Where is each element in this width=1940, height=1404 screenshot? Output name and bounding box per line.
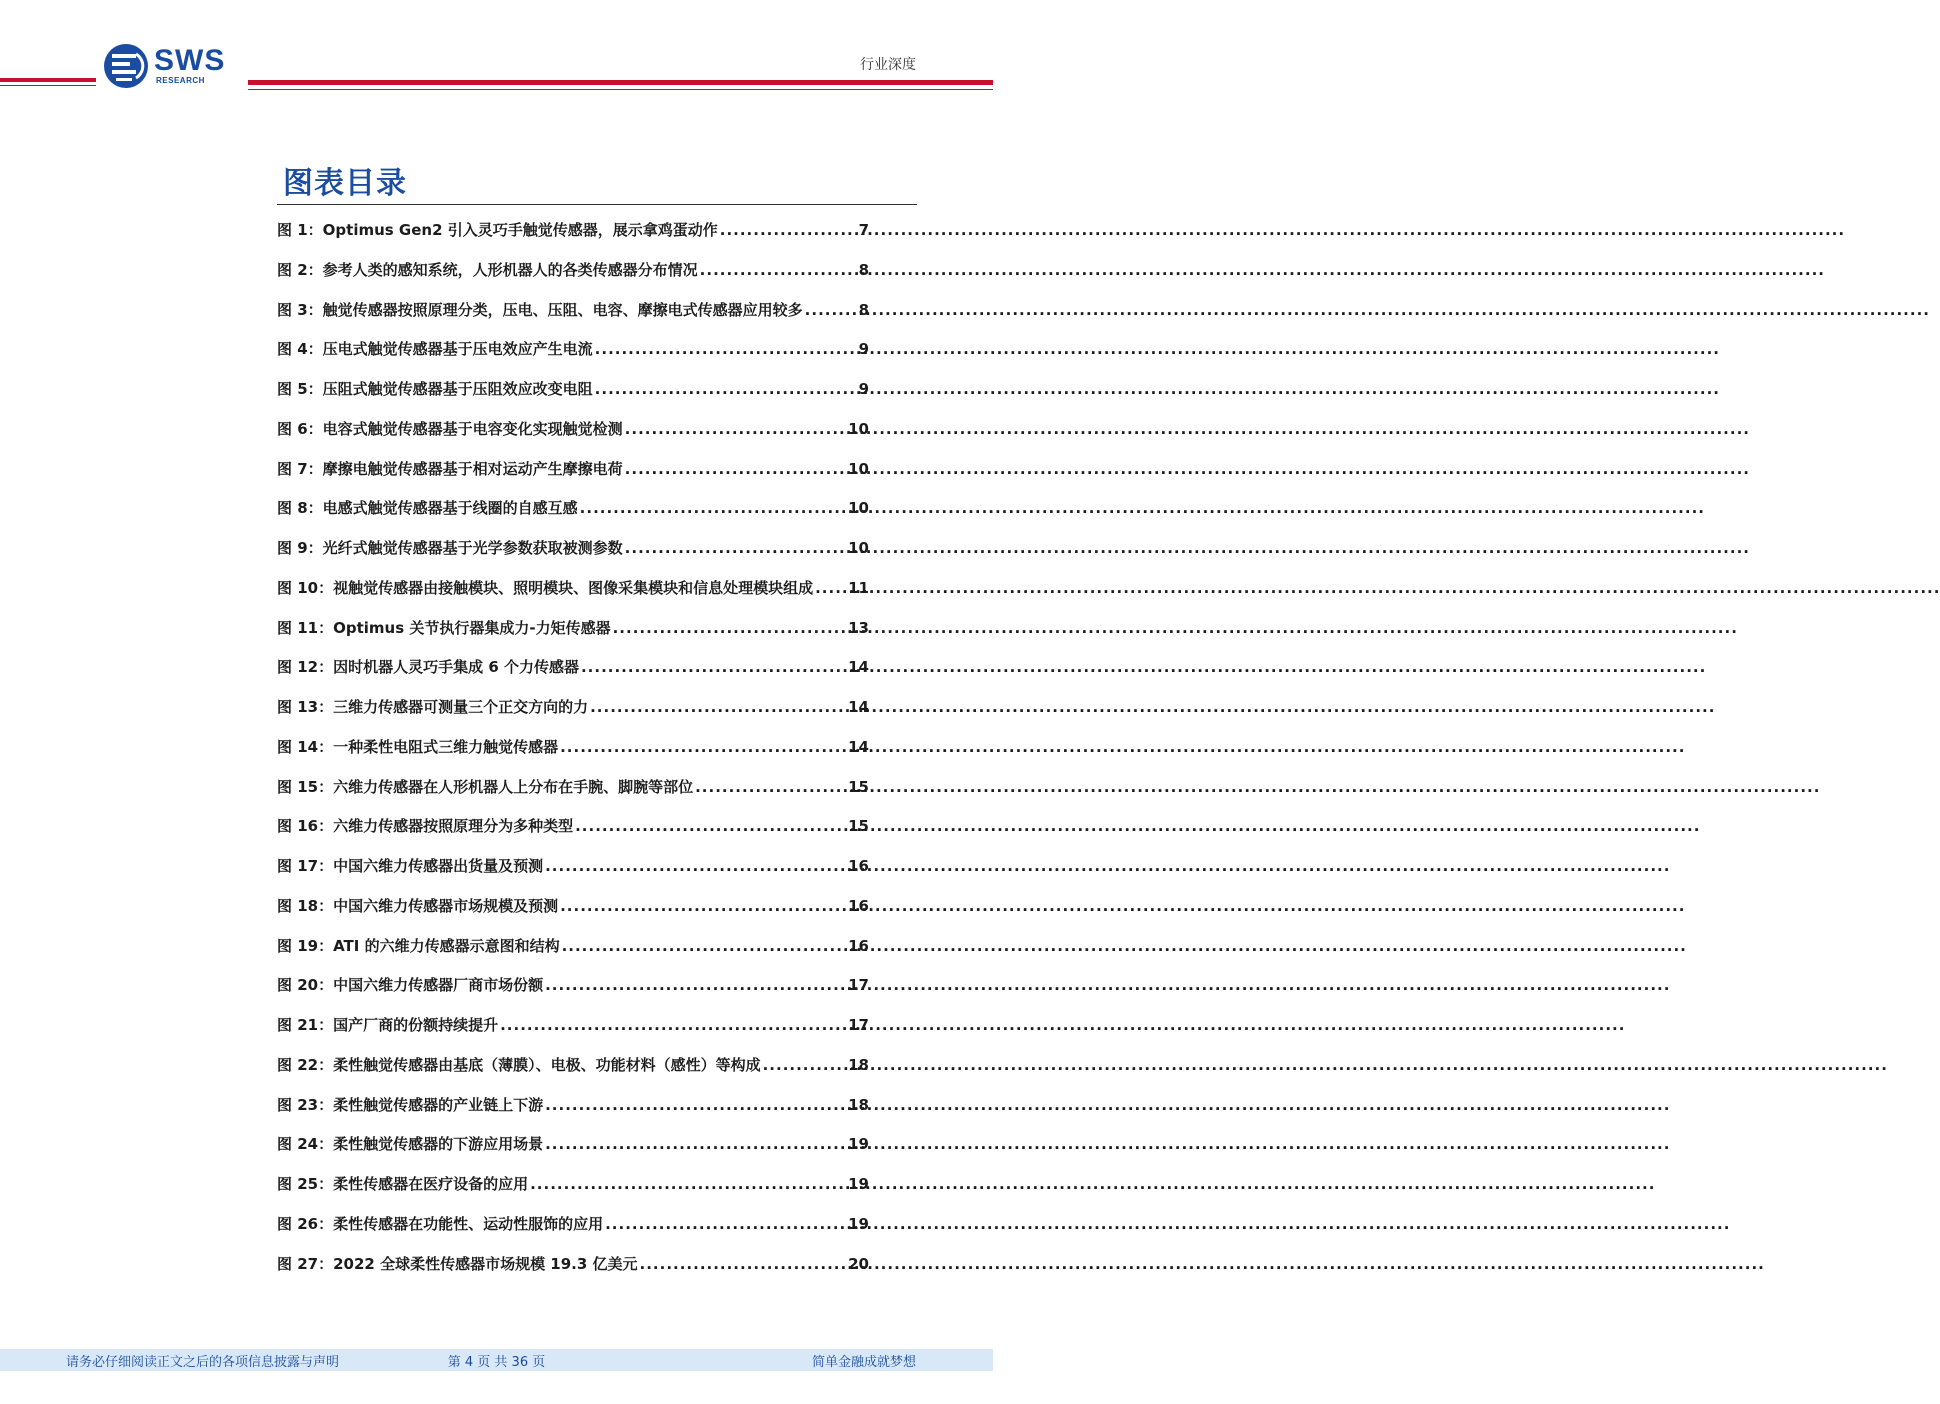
- toc-entry-page: 14: [848, 737, 869, 756]
- toc-entry[interactable]: [277, 1133, 869, 1173]
- toc-entry-page: 13: [848, 618, 869, 637]
- toc-entry-page: 8: [858, 260, 869, 279]
- toc-entry[interactable]: [277, 338, 869, 378]
- logo-text: SWS: [154, 44, 226, 77]
- toc-entry-page: 15: [848, 817, 869, 836]
- toc-entry-label: 图 2：参考人类的感知系统，人形机器人的各类传感器分布情况: [277, 260, 698, 279]
- toc-entry-page: 9: [858, 340, 869, 359]
- toc-entry-label: 图 25：柔性传感器在医疗设备的应用: [277, 1175, 529, 1193]
- toc-dot-leader: [580, 499, 846, 517]
- toc-entry[interactable]: [277, 1054, 869, 1094]
- footer-slogan: 简单金融成就梦想: [811, 1355, 916, 1370]
- toc-entry[interactable]: [277, 736, 869, 776]
- toc-entry[interactable]: [277, 1014, 869, 1054]
- toc-entry[interactable]: [277, 537, 869, 577]
- toc-entry-label: 图 26：柔性传感器在功能性、运动性服饰的应用: [277, 1214, 604, 1233]
- toc-entry[interactable]: [277, 378, 869, 418]
- toc-entry-label: 图 3：触觉传感器按照原理分类，压电、压阻、电容、摩擦电式传感器应用较多: [277, 300, 803, 319]
- toc-entry-page: 10: [848, 419, 869, 438]
- toc-entry-page: 16: [848, 857, 869, 875]
- toc-dot-leader: [613, 619, 847, 637]
- toc-entry[interactable]: [277, 815, 869, 855]
- toc-dot-leader: [625, 420, 846, 438]
- toc-dot-leader: [560, 738, 846, 756]
- toc-entry-label: 图 13：三维力传感器可测量三个正交方向的力: [277, 698, 589, 716]
- toc-entry-label: 图 23：柔性触觉传感器的产业链上下游: [277, 1095, 544, 1114]
- toc-entry[interactable]: [277, 1213, 869, 1253]
- toc-entry[interactable]: [277, 776, 869, 816]
- toc-entry[interactable]: [277, 1253, 869, 1293]
- toc-entry-page: 14: [848, 698, 869, 716]
- toc-entry-label: 图 14：一种柔性电阻式三维力触觉传感器: [277, 737, 559, 756]
- sws-logo: [102, 42, 242, 90]
- toc-entry-page: 9: [858, 380, 869, 398]
- toc-entry[interactable]: [277, 259, 869, 299]
- title-divider: [277, 204, 917, 205]
- toc-dot-leader: [562, 937, 847, 955]
- toc-entry-label: 图 27：2022 全球柔性传感器市场规模 19.3 亿美元: [277, 1254, 638, 1273]
- toc-entry[interactable]: [277, 418, 869, 458]
- toc-dot-leader: [763, 1056, 847, 1074]
- toc-entry-label: 图 24：柔性触觉传感器的下游应用场景: [277, 1135, 544, 1154]
- toc-entry[interactable]: [277, 696, 869, 736]
- toc-entry-label: 图 9：光纤式触觉传感器基于光学参数获取被测参数: [277, 539, 623, 557]
- toc-entry-label: 图 16：六维力传感器按照原理分为多种类型: [277, 817, 574, 836]
- toc-entry-page: 19: [848, 1135, 869, 1154]
- toc-dot-leader: [545, 1096, 846, 1114]
- toc-entry-page: 10: [848, 459, 869, 478]
- toc-entry-label: 图 12：因时机器人灵巧手集成 6 个力传感器: [277, 658, 579, 677]
- toc-entry-page: 8: [858, 300, 869, 319]
- footer-page-info: 第 4 页 共 36 页: [447, 1355, 546, 1370]
- toc-dot-leader: [581, 658, 846, 676]
- toc-entry-label: 图 4：压电式触觉传感器基于压电效应产生电流: [277, 340, 593, 359]
- toc-entry[interactable]: [277, 219, 869, 259]
- toc-entry-label: 图 5：压阻式触觉传感器基于压阻效应改变电阻: [277, 380, 593, 398]
- logo-subtext: RESEARCH: [156, 76, 205, 85]
- toc-entry[interactable]: [277, 895, 869, 935]
- toc-dot-leader: [625, 460, 846, 478]
- toc-entry-page: 11: [848, 578, 869, 597]
- toc-dot-leader: [545, 976, 846, 994]
- toc-dot-leader: [640, 1255, 847, 1273]
- toc-entry-page: 19: [848, 1175, 869, 1193]
- header-rule-left-thin: [0, 85, 96, 86]
- toc-entry-page: 18: [848, 1055, 869, 1074]
- toc-entry[interactable]: [277, 935, 869, 975]
- figure-toc-list: [277, 219, 869, 1292]
- toc-entry-label: 图 20：中国六维力传感器厂商市场份额: [277, 976, 544, 995]
- toc-entry-label: 图 7：摩擦电触觉传感器基于相对运动产生摩擦电荷: [277, 459, 623, 478]
- toc-entry-page: 19: [848, 1214, 869, 1233]
- header-rule-right: [248, 80, 993, 85]
- toc-entry[interactable]: [277, 656, 869, 696]
- toc-dot-leader: [605, 1215, 846, 1233]
- toc-entry-page: 16: [848, 896, 869, 915]
- toc-entry[interactable]: [277, 458, 869, 498]
- toc-entry[interactable]: [277, 1173, 869, 1213]
- toc-dot-leader: [695, 778, 846, 796]
- toc-dot-leader: [560, 897, 846, 915]
- toc-dot-leader: [700, 261, 857, 279]
- toc-entry-label: 图 18：中国六维力传感器市场规模及预测: [277, 896, 559, 915]
- toc-entry-label: 图 17：中国六维力传感器出货量及预测: [277, 857, 544, 875]
- toc-entry-page: 10: [848, 499, 869, 518]
- toc-entry-page: 14: [848, 658, 869, 677]
- toc-dot-leader: [575, 817, 846, 835]
- toc-entry[interactable]: [277, 497, 869, 537]
- toc-entry-page: 20: [848, 1254, 869, 1273]
- toc-entry-page: 7: [858, 221, 869, 239]
- toc-dot-leader: [805, 301, 857, 319]
- toc-entry-page: 17: [848, 976, 869, 995]
- toc-dot-leader: [590, 698, 846, 716]
- toc-entry-page: 16: [848, 936, 869, 955]
- toc-entry[interactable]: [277, 974, 869, 1014]
- toc-dot-leader: [530, 1175, 846, 1193]
- toc-entry[interactable]: [277, 299, 869, 339]
- report-type-label: 行业深度: [860, 57, 916, 73]
- toc-entry-label: 图 1：Optimus Gen2 引入灵巧手触觉传感器，展示拿鸡蛋动作: [277, 221, 718, 239]
- toc-dot-leader: [625, 539, 846, 557]
- toc-dot-leader: [720, 221, 857, 239]
- toc-dot-leader: [815, 579, 846, 597]
- toc-entry-label: 图 19：ATI 的六维力传感器示意图和结构: [277, 936, 560, 955]
- toc-entry[interactable]: [277, 577, 869, 617]
- toc-entry-page: 17: [848, 1016, 869, 1034]
- toc-entry-label: 图 15：六维力传感器在人形机器人上分布在手腕、脚腕等部位: [277, 777, 694, 796]
- toc-dot-leader: [500, 1016, 846, 1034]
- sws-logo-icon: [102, 42, 150, 90]
- toc-entry-page: 10: [848, 539, 869, 557]
- toc-entry[interactable]: [277, 855, 869, 895]
- toc-entry-label: 图 11：Optimus 关节执行器集成力-力矩传感器: [277, 618, 611, 637]
- header-rule-right-thin: [248, 89, 993, 90]
- toc-entry-label: 图 22：柔性触觉传感器由基底（薄膜）、电极、功能材料（感性）等构成: [277, 1055, 761, 1074]
- toc-entry-label: 图 6：电容式触觉传感器基于电容变化实现触觉检测: [277, 419, 623, 438]
- page-title: 图表目录: [283, 166, 407, 201]
- toc-entry-label: 图 10：视触觉传感器由接触模块、照明模块、图像采集模块和信息处理模块组成: [277, 578, 814, 597]
- toc-entry[interactable]: [277, 1094, 869, 1134]
- toc-dot-leader: [545, 857, 846, 875]
- footer-disclaimer: 请务必仔细阅读正文之后的各项信息披露与声明: [66, 1355, 340, 1370]
- toc-entry-page: 18: [848, 1095, 869, 1114]
- toc-entry-page: 15: [848, 777, 869, 796]
- header-rule-left: [0, 78, 96, 82]
- toc-dot-leader: [595, 380, 857, 398]
- toc-entry-label: 图 8：电感式触觉传感器基于线圈的自感互感: [277, 499, 578, 518]
- toc-dot-leader: [595, 340, 857, 358]
- toc-dot-leader: [545, 1135, 846, 1153]
- toc-entry[interactable]: [277, 617, 869, 657]
- toc-entry-label: 图 21：国产厂商的份额持续提升: [277, 1016, 499, 1034]
- page-header: [0, 0, 993, 100]
- page-footer: [0, 1349, 993, 1371]
